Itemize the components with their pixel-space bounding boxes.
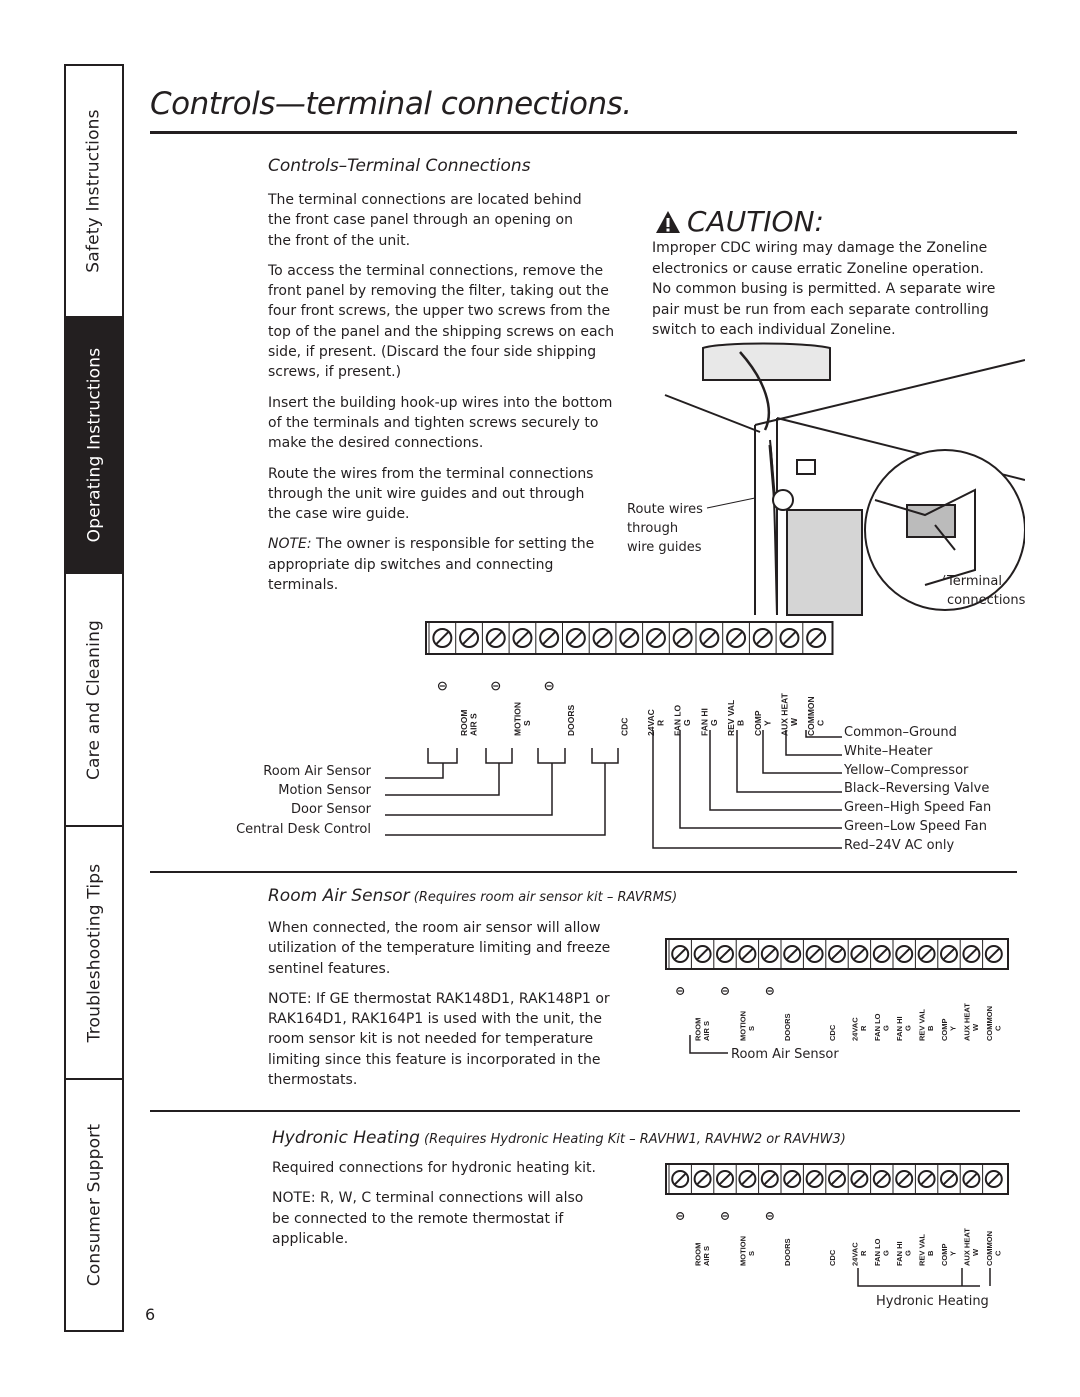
terminal-label: AUX HEAT [962,1228,972,1266]
terminal-label: FAN LO [872,1238,882,1266]
section3-body [272,1158,602,1259]
terminal-label: FAN HI [895,1016,905,1041]
section1-para4: Route the wires from the terminal connections through the unit wire guides and out through the case wire guide. [268,465,594,523]
terminal-label: AIR S [702,1245,712,1266]
note-text: The owner is responsible for setting the appropriate dip switches and connecting terminals. [268,536,595,594]
terminal-label: B [926,1250,936,1256]
room-air-sensor-diagram-label: Room Air Sensor [731,1047,839,1062]
terminal-label: REV VAL [726,699,737,736]
terminal-label: B [926,1025,936,1031]
section3-para1: Required connections for hydronic heating kit. [272,1160,596,1176]
terminal-label: COMP [940,1243,949,1266]
terminal-label: 24VAC [850,1017,860,1041]
terminal-label: G [682,719,693,726]
terminal-label: G [881,1025,891,1031]
room-air-sensor-diagram [660,935,1010,1055]
section-heading-terminal-connections: Controls–Terminal Connections [268,156,531,176]
terminal-label: FAN HI [699,708,710,736]
terminal-label: AUX HEAT [962,1003,972,1041]
legend-motion-sensor: Motion Sensor [278,783,371,799]
terminal-label: FAN LO [872,1013,882,1041]
terminal-label: COMMON [984,1006,994,1041]
route-wires-label: Route wires through wire guides [627,502,703,555]
terminal-label: REV VAL [917,1009,927,1041]
section2-para1: When connected, the room air sensor will allow utilization of the temperature limiting and freeze sentinel features. [268,920,611,977]
page-title: Controls—terminal connections. [150,86,632,122]
legend-black-reversing-valve: Black–Reversing Valve [844,781,990,797]
terminal-label: G [708,719,719,726]
tab-safety-instructions[interactable]: Safety Instructions [66,66,122,318]
terminal-label: AUX HEAT [779,693,790,736]
section2-body [268,918,618,1100]
section1-note [268,534,598,595]
legend-yellow-compressor: Yellow–Compressor [844,762,969,778]
terminal-label: Y [948,1250,958,1256]
tab-care-and-cleaning[interactable]: Care and Cleaning [66,574,122,827]
terminal-label: S [746,1025,756,1031]
section3-para2: NOTE: R, W, C terminal connections will also be connected to the remote thermostat if applicable. [272,1190,584,1247]
terminal-label: G [903,1025,913,1031]
terminal-strip-hydronic [666,1164,1008,1266]
terminal-strip-room-air [666,939,1008,1041]
legend-red-24v-ac-only: Red–24V AC only [844,837,955,853]
terminal-label: CDC [828,1249,837,1266]
terminal-label: R [858,1025,868,1031]
terminal-label: DOORS [565,704,576,736]
section1-body [268,190,630,605]
page-number: 6 [145,1305,156,1324]
terminal-label: ROOM [693,1242,703,1266]
terminal-label: G [881,1250,891,1256]
wiring-lines [385,730,842,848]
terminal-label: B [735,719,746,726]
terminal-label: MOTION [738,1236,748,1266]
terminal-label: W [970,1248,980,1256]
legend-common-ground: Common–Ground [844,725,957,740]
terminal-label: CDC [619,717,630,736]
terminal-label: MOTION [512,702,523,736]
terminal-label: DOORS [783,1013,793,1041]
legend-green-low-speed-fan: Green–Low Speed Fan [844,818,987,834]
terminal-label: 24VAC [645,709,656,736]
terminal-label: Y [762,720,773,726]
warning-icon [655,210,681,234]
note-label: NOTE: [268,536,312,553]
section1-para1: The terminal connections are located behind the front case panel through an opening on the front of the unit. [268,192,582,249]
section1-para3: Insert the building hook-up wires into the bottom of the terminals and tighten screws securely to make the desired connections. [268,394,613,452]
hydronic-heating-diagram [660,1160,1010,1290]
legend-central-desk-control: Central Desk Control [236,821,371,837]
section-rule-1 [150,871,1017,873]
terminal-label: COMP [752,710,763,736]
terminal-label: G [903,1250,913,1256]
tab-operating-instructions[interactable]: Operating Instructions [66,318,122,574]
left-legend [226,762,371,839]
legend-green-high-speed-fan: Green–High Speed Fan [844,800,992,816]
terminal-connections-label: Terminal connections [947,574,1026,608]
legend-room-air-sensor: Room Air Sensor [263,764,371,779]
terminal-label: S [521,720,532,726]
terminal-label: R [858,1250,868,1256]
terminal-label: Y [948,1025,958,1031]
terminal-label: REV VAL [917,1234,927,1266]
terminal-label: FAN HI [895,1241,905,1266]
terminal-label: MOTION [738,1011,748,1041]
terminal-label: C [993,1250,1003,1256]
caution-heading [655,205,824,238]
terminal-label: COMP [940,1018,949,1041]
terminal-strip-main [426,622,833,736]
section1-para2: To access the terminal connections, remove the front panel by removing the filter, taking out the four front screws, the upper two screws from the top of the panel and the shipping screws on each side, if present. (Discard the four side shipping screws, if present.) [268,262,615,381]
terminal-label: ROOM [693,1017,703,1041]
tab-troubleshooting-tips[interactable]: Troubleshooting Tips [66,827,122,1080]
hydronic-heating-diagram-label: Hydronic Heating [876,1294,989,1309]
terminal-label: AIR S [702,1020,712,1041]
right-legend [844,724,991,856]
terminal-label: FAN LO [672,704,683,736]
terminal-label: ROOM [459,709,470,736]
terminal-label: S [746,1250,756,1256]
terminal-label: COMMON [806,696,817,736]
caution-text: Improper CDC wiring may damage the Zoneline electronics or cause erratic Zoneline operation. No common busing is permitted. A separate wire pair must be run from each separate controlling switch to each individual Zoneline. [652,240,996,338]
caution-title: CAUTION: [687,205,824,238]
terminal-label: CDC [828,1024,837,1041]
tab-consumer-support[interactable]: Consumer Support [84,1123,104,1287]
terminal-label: C [815,719,826,726]
terminal-label: W [788,717,799,726]
legend-door-sensor: Door Sensor [291,802,371,818]
terminal-label: R [655,719,666,726]
title-rule [150,131,1017,134]
side-tabs [64,64,124,1332]
section-heading-hydronic-heating: Hydronic Heating (Requires Hydronic Heating Kit – RAVHW1, RAVHW2 or RAVHW3) [272,1128,846,1148]
section2-para2: NOTE: If GE thermostat RAK148D1, RAK148P1 or RAK164D1, RAK164P1 is used with the unit, the room sensor kit is not needed for temperature limiting since this feature is incorporated in the thermostats. [268,990,610,1089]
terminal-label: AIR S [468,713,479,736]
section-heading-room-air-sensor: Room Air Sensor (Requires room air sensor kit – RAVRMS) [268,886,678,906]
terminal-label: DOORS [783,1238,793,1266]
terminal-label: 24VAC [850,1242,860,1266]
section-rule-2 [150,1110,1020,1112]
terminal-label: W [970,1023,980,1031]
legend-white-heater: White–Heater [844,743,933,759]
terminal-label: C [993,1025,1003,1031]
terminal-label: COMMON [984,1231,994,1266]
